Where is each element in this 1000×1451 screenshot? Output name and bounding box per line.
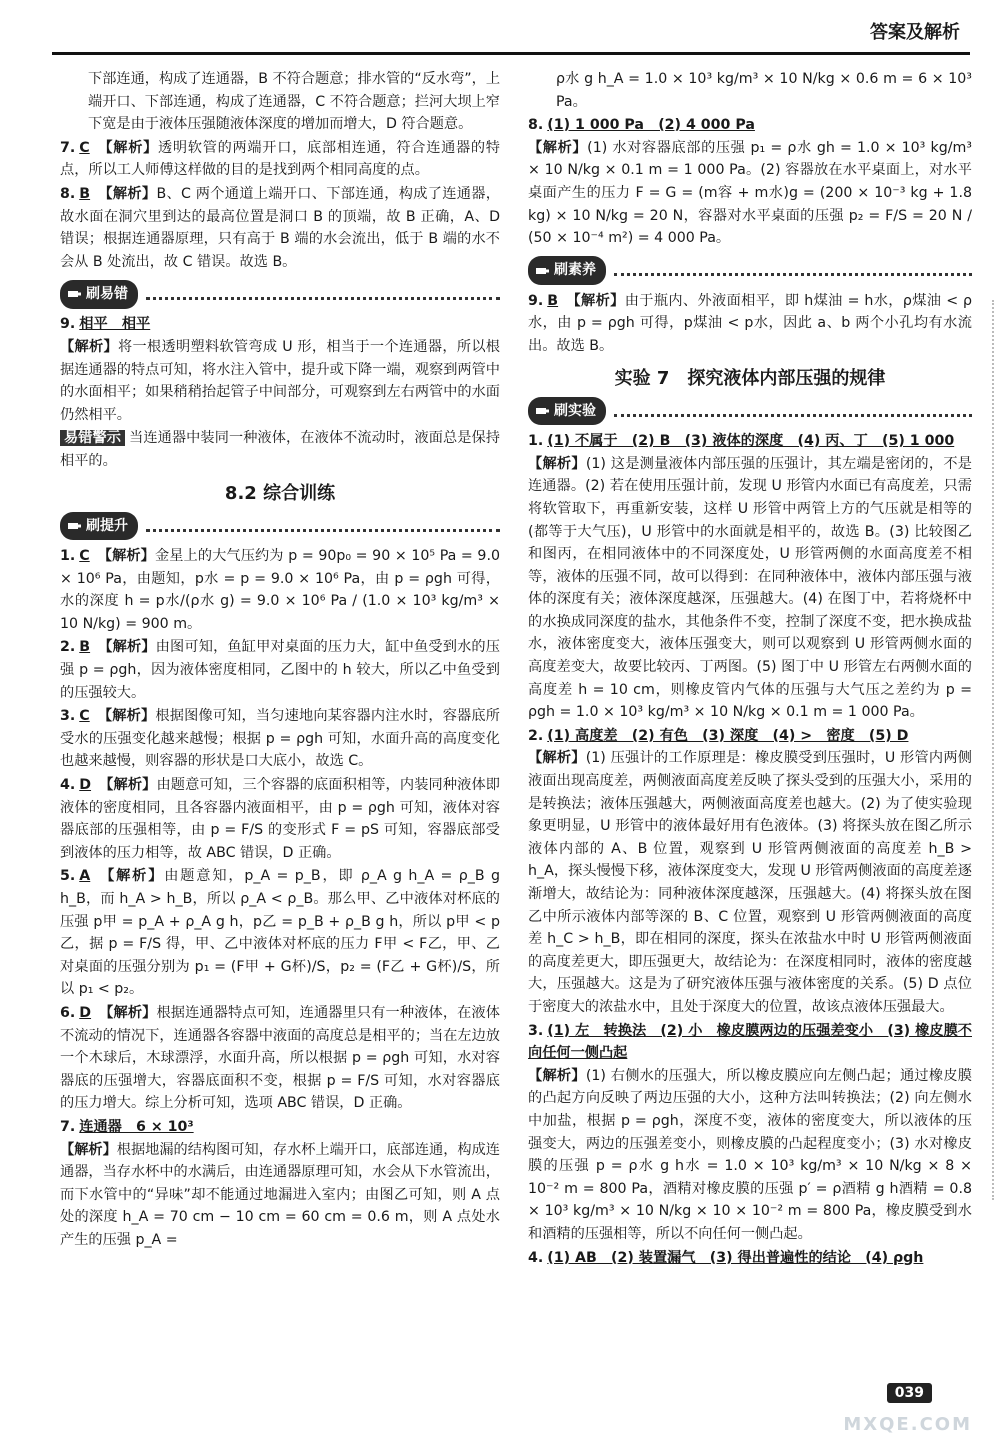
analysis-tag: 【解析】 xyxy=(528,750,586,767)
section-banner-experiment xyxy=(528,398,972,424)
answer-item xyxy=(60,137,500,182)
item-number: 6. xyxy=(60,1004,76,1021)
continued-text: ρ水 g h_A = 1.0 × 10³ kg/m³ × 10 N/kg × 0.6 m = 6 × 10³ Pa。 xyxy=(556,71,972,110)
analysis-text: B、C 两个通道上端开口、下部连通，构成了连通器，故水面在洞穴里到达的最高位置是洞口 B 的顶端，故 B 正确，A、D 错误；根据连通器原理，只有高于 B 端的水会流出，低于 B 端的水不会从 B 处流出，故 C 错误。故选 B。 xyxy=(60,185,500,270)
analysis-tag: 【解析】 xyxy=(98,868,165,885)
item-answer: A xyxy=(79,868,91,885)
answer-item xyxy=(528,725,972,1019)
item-answer: (1) 左 转换法 (2) 小 橡皮膜两边的压强差变小 (3) 橡皮膜不向任何一侧凸起 xyxy=(528,1022,972,1062)
section-banner-improve xyxy=(60,513,500,539)
banner-label: 刷提升 xyxy=(86,517,128,534)
header-title: 答案及解析 xyxy=(870,22,960,43)
analysis-tag: 【解析】 xyxy=(528,1067,586,1084)
item-number: 9. xyxy=(528,292,544,309)
answer-item xyxy=(60,313,500,426)
item-answer: C xyxy=(79,708,90,725)
section-banner-literacy xyxy=(528,258,972,284)
banner-badge xyxy=(60,280,138,309)
page-header xyxy=(0,0,1000,64)
analysis-text: (1) 右侧水的压强大，所以橡皮膜应向左侧凸起；通过橡皮膜的凸起方向反映了两边压强的大小，这种方法叫转换法；(2) 向左侧水中加盐，根据 p = ρgh，深度不变，液体的密度变大，所以液体的压强变大，两边的压强差变小，则橡皮膜的凸起程度变小；(3) 水对橡皮膜的压强 p = ρ水 g h水 = 1.0 × 10³ kg/m³ × 10 N/kg × 8 × 10⁻² m = 800 Pa，酒精对橡皮膜的压强 p′ = ρ酒精 g h酒精 = 0.8 × 10³ kg/m³ × 10 N/kg × 10 × 10⁻² m = 800 Pa，橡皮膜受到水和酒精的压强相等，所以不向任何一侧凸起。 xyxy=(528,1067,972,1242)
intro-paragraph: 下部连通，构成了连通器，B 不符合题意；排水管的“反水弯”，上端开口、下部连通，构成了连通器，C 不符合题意；拦河大坝上窄下宽是由于液体压强随液体深度的增加而增大，D 符合题意。 xyxy=(88,71,501,133)
analysis-tag: 【解析】 xyxy=(98,185,157,202)
answer-item xyxy=(60,636,500,704)
section-title: 实验 7 探究液体内部压强的规律 xyxy=(614,367,886,389)
answer-item xyxy=(528,1247,972,1270)
item-number: 1. xyxy=(528,433,544,450)
warning-label: 易错警示 xyxy=(60,430,125,446)
banner-label: 刷易错 xyxy=(86,286,128,303)
item-number: 7. xyxy=(60,1118,76,1135)
answer-item xyxy=(528,114,972,250)
section-title: 8.2 综合训练 xyxy=(224,482,336,504)
item-number: 7. xyxy=(60,139,76,156)
analysis-text: 根据地漏的结构图可知，存水杯上端开口，底部连通，构成连通器，当存水杯中的水满后，由连通器原理可知，水会从下水管流出，而下水管中的“异味”却不能通过地漏进入室内；由图乙可知，则 A 点处的深度 h_A = 70 cm − 10 cm = 60 cm = 0.6 m，则 A 点处水产生的压强 p_A = xyxy=(60,1141,500,1248)
item-number: 8. xyxy=(60,185,76,202)
banner-label: 刷素养 xyxy=(554,262,596,279)
answer-item xyxy=(60,705,500,773)
brush-icon xyxy=(66,518,82,534)
analysis-tag: 【解析】 xyxy=(60,338,118,355)
answer-item xyxy=(60,1002,500,1115)
item-number: 2. xyxy=(528,727,544,744)
analysis-text: (1) 压强计的工作原理是：橡皮膜受到压强时，U 形管内两侧液面出现高度差，两侧液面高度差反映了探头受到的压强大小，采用的是转换法；液体压强越大，两侧液面高度差也越大。(2) 为了使实验现象更明显，U 形管中的液体最好用有色液体。(3) 将探头放在图乙所示液体内部的 A、B 位置，观察到 U 形管两侧液面的高度差 h_B > h_A，探头慢慢下移，液体深度变大，发现 U 形管两侧液面的高度差逐渐增大，故结论为：同种液体深度越深，压强越大。(4) 将探头放在图乙中所示液体内部等深的 B、C 位置，观察到 U 形管两侧液面的高度差 h_C > h_B，即在相同的深度，探头在浓盐水中时 U 形管两侧液面的高度差更大，即压强更大，故结论为：在深度相同时，液体的密度越大，压强越大。这是为了研究液体压强与液体密度的关系。(5) D 点位于密度大的浓盐水中，且处于深度大的位置，故该点液体压强最大。 xyxy=(528,750,972,1015)
analysis-text: 根据图像可知，当匀速地向某容器内注水时，容器底所受水的压强变化越来越慢；根据 p = ρgh 可知，水面升高的高度变化也越来越慢，则容器的形状是口大底小，故选 C。 xyxy=(60,708,500,770)
analysis-text: 由题意知，p_A = p_B，即 ρ_A g h_A = ρ_B g h_B，而 h_A > h_B，所以 ρ_A < ρ_B。那么甲、乙中液体对杯底的压强 p甲 = p_A + ρ_A g h，p乙 = p_B + ρ_B g h，所以 p甲 < p乙，据 p = F/S 得，甲、乙中液体对杯底的压力 F甲 < F乙，甲、乙对桌面的压强分别为 p₁ = (F甲 + G杯)/S，p₂ = (F乙 + G杯)/S，所以 p₁ < p₂。 xyxy=(60,868,500,998)
answer-item xyxy=(528,1020,972,1246)
answer-item xyxy=(60,545,500,635)
item-answer: (1) 不属于 (2) B (3) 液体的深度 (4) 丙、丁 (5) 1 000 xyxy=(547,433,955,450)
warning-note xyxy=(60,427,500,472)
banner-dots xyxy=(146,521,500,532)
item-answer: B xyxy=(547,292,559,309)
analysis-text: 由于瓶内、外液面相平，即 h煤油 = h水，ρ煤油 < ρ水，由 p = ρgh 可得，p煤油 < p水，因此 a、b 两个小孔均有水流出。故选 B。 xyxy=(528,292,972,354)
analysis-tag: 【解析】 xyxy=(99,777,157,794)
analysis-tag: 【解析】 xyxy=(528,455,586,472)
analysis-text: 金星上的大气压约为 p = 90p₀ = 90 × 10⁵ Pa = 9.0 × 10⁶ Pa，由题知，p水 = p = 9.0 × 10⁶ Pa，由 p = ρgh 可得，水的深度 h = p水/(ρ水 g) = 9.0 × 10⁶ Pa / (1.0 × 10³ kg/m³ × 10 N/kg) = 900 m。 xyxy=(60,548,500,632)
answer-item xyxy=(60,774,500,864)
item-number: 9. xyxy=(60,316,76,333)
banner-badge xyxy=(60,512,138,541)
brush-icon xyxy=(534,263,550,279)
analysis-text: (1) 这是测量液体内部压强的压强计，其左端是密闭的，不是连通器。(2) 若在使用压强计前，发现 U 形管内水面已有高度差，只需将软管取下，再重新安装，这样 U 形管中两管上方的气压就是相等的(都等于大气压)，U 形管中的水面就是相平的，故选 B。(3) 比较图乙和图丙，在相同液体中的不同深度处，U 形管两侧的水面高度差不相等，液体的压强不同，故可以得到：在同种液体中，液体内部压强与液体的深度有关；液体深度越深，压强越大。(4) 在图丁中，若将烧杯中的水换成同深度的盐水，其他条件不变，控制了深度不变，把水换成盐水，液体密度变大，液体压强变大，则可以观察到 U 形管两侧水面的高度差变大，故要比较丙、丁两图。(5) 图丁中 U 形管左右两侧水面的高度差 h = 10 cm，则橡皮管内气体的压强与大气压之差约为 p = ρgh = 1.0 × 10³ kg/m³ × 10 N/kg × 0.1 m = 1 000 Pa。 xyxy=(528,455,972,721)
analysis-text: 将一根透明塑料软管弯成 U 形，相当于一个连通器，所以根据连通器的特点可知，将水注入管中，提升或下降一端，观察到两管中的水面相平；如果稍稍抬起管子中间部分，可观察到左右两管中的水面仍然相平。 xyxy=(60,338,500,423)
item-answer: 连通器 6 × 10³ xyxy=(79,1118,194,1135)
answer-item xyxy=(60,1116,500,1252)
analysis-tag: 【解析】 xyxy=(97,708,156,725)
right-column xyxy=(528,68,972,1270)
analysis-tag: 【解析】 xyxy=(566,292,625,309)
banner-dots xyxy=(614,406,972,417)
answer-item xyxy=(528,430,972,724)
banner-badge xyxy=(528,397,606,426)
item-answer: 相平 相平 xyxy=(79,316,151,333)
item-number: 2. xyxy=(60,639,76,656)
analysis-text: 根据连通器特点可知，连通器里只有一种液体，在液体不流动的情况下，连通器各容器中液面的高度总是相平的；当在左边放一个木球后，木球漂浮，水面升高，所以根据 p = ρgh 可知，水对容器底的压强增大，容器底面积不变，根据 p = F/S 可知，水对容器底的压力增大。综上分析可知，选项 ABC 错误，D 正确。 xyxy=(60,1004,500,1112)
page-number: 039 xyxy=(887,1383,932,1403)
banner-dots xyxy=(614,265,972,276)
answer-item xyxy=(60,183,500,273)
item-number: 3. xyxy=(60,708,76,725)
answer-item xyxy=(528,290,972,358)
item-number: 1. xyxy=(60,548,76,565)
item-number: 8. xyxy=(528,117,544,134)
analysis-tag: 【解析】 xyxy=(98,639,156,656)
item-answer: D xyxy=(79,1004,92,1021)
analysis-tag: 【解析】 xyxy=(99,1004,157,1021)
item-answer: C xyxy=(79,139,90,156)
analysis-tag: 【解析】 xyxy=(97,139,158,156)
item-answer: (1) 高度差 (2) 有色 (3) 深度 (4) > 密度 (5) D xyxy=(547,727,909,744)
analysis-text: 由题意可知，三个容器的底面积相等，内装同种液体即液体的密度相同，且各容器内液面相平，由 p = ρgh 可知，液体对容器底部的压强相等，由 p = F/S 的变形式 F = pS 可知，容器底部受到液体的压力相等，故 ABC 错误，D 正确。 xyxy=(60,777,500,861)
banner-badge xyxy=(528,256,606,285)
watermark: MXQE.COM xyxy=(843,1414,972,1435)
item-number: 4. xyxy=(60,777,76,794)
left-column xyxy=(60,68,500,1253)
analysis-text: (1) 水对容器底部的压强 p₁ = ρ水 gh = 1.0 × 10³ kg/m³ × 10 N/kg × 0.1 m = 1 000 Pa。(2) 容器放在水平桌面上，对水平桌面产生的压力 F = G = (m容 + m水)g = (200 × 10⁻³ kg + 1.8 kg) × 10 N/kg = 20 N，容器对水平桌面的压强 p₂ = F/S = 20 N / (50 × 10⁻⁴ m²) = 4 000 Pa。 xyxy=(528,139,972,247)
edge-marks xyxy=(988,300,994,1200)
answer-item xyxy=(60,865,500,1001)
item-number: 3. xyxy=(528,1022,544,1039)
item-answer: C xyxy=(79,548,90,565)
brush-icon xyxy=(534,403,550,419)
analysis-text: 透明软管的两端开口，底部相连通，符合连通器的特点，所以工人师傅这样做的目的是找到两个相同高度的点。 xyxy=(60,139,500,179)
header-rule xyxy=(52,52,970,55)
item-answer: B xyxy=(79,639,91,656)
brush-icon xyxy=(66,286,82,302)
analysis-tag: 【解析】 xyxy=(60,1141,117,1158)
analysis-tag: 【解析】 xyxy=(528,139,588,156)
section-banner-easy-error xyxy=(60,281,500,307)
analysis-tag: 【解析】 xyxy=(97,548,155,565)
banner-label: 刷实验 xyxy=(554,402,596,419)
banner-dots xyxy=(146,289,500,300)
item-number: 4. xyxy=(528,1249,544,1266)
item-number: 5. xyxy=(60,868,76,885)
item-answer: B xyxy=(79,185,91,202)
warning-text: 当连通器中装同一种液体，在液体不流动时，液面总是保持相平的。 xyxy=(60,430,500,469)
analysis-text: 由图可知，鱼缸甲对桌面的压力大，缸中鱼受到水的压强 p = ρgh，因为液体密度相同，乙图中的 h 较大，所以乙中鱼受到的压强较大。 xyxy=(60,639,500,701)
item-answer: D xyxy=(79,777,92,794)
item-answer: (1) 1 000 Pa (2) 4 000 Pa xyxy=(547,117,755,134)
item-answer: (1) AB (2) 装置漏气 (3) 得出普遍性的结论 (4) ρgh xyxy=(547,1249,924,1266)
